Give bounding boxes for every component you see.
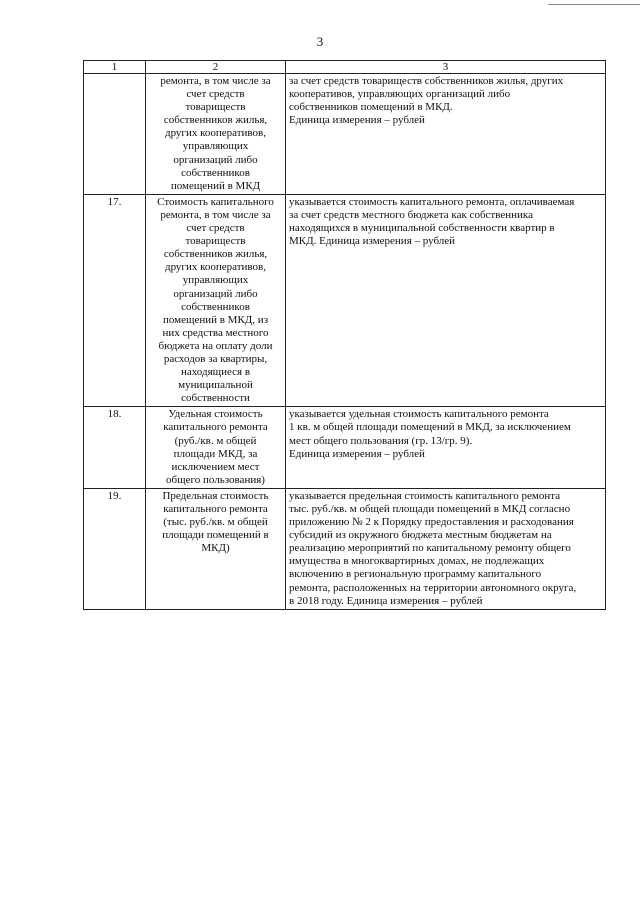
indicator-description-line: за счет средств местного бюджета как собственника	[289, 208, 533, 221]
indicator-name-line: находящиеся в	[180, 366, 251, 379]
indicator-name-line: других кооперативов,	[164, 261, 266, 274]
indicator-name-line: помещений в МКД	[170, 179, 261, 192]
indicator-description-line: МКД. Единица измерения – рублей	[289, 235, 456, 248]
row-number: 18.	[84, 407, 146, 489]
row-number: 19.	[84, 488, 146, 609]
indicator-name-line: общего пользования)	[166, 473, 265, 486]
indicator-name-line: собственников	[181, 166, 250, 179]
indicator-name-line: исключением мест	[171, 460, 260, 473]
indicator-name-line: помещений в МКД, из	[162, 313, 269, 326]
indicator-name-line: счет средств	[186, 88, 245, 101]
indicator-name-line: других кооперативов,	[164, 127, 266, 140]
indicator-description-cell	[286, 407, 606, 489]
table-row	[84, 407, 606, 489]
indicator-description-cell	[286, 74, 606, 195]
page-number: 3	[316, 34, 324, 49]
indicator-name-line: организаций либо	[173, 153, 258, 166]
indicator-description-line: 1 кв. м общей площади помещений в МКД, за исключением	[289, 421, 571, 434]
indicator-name-line: собственников	[181, 300, 250, 313]
indicator-name-line: товариществ	[185, 235, 246, 248]
indicator-description-line: имущества в многоквартирных домах, не подлежащих	[289, 555, 545, 568]
indicator-description-cell	[286, 194, 606, 407]
row-number	[84, 74, 146, 195]
header-col-2: 2	[146, 61, 286, 74]
indicator-description-line: Единица измерения – рублей	[289, 114, 425, 127]
indicator-description-line: кооперативов, управляющих организаций либо	[289, 88, 511, 101]
indicator-name-line: бюджета на оплату доли	[158, 339, 273, 352]
indicator-description-line: тыс. руб./кв. м общей площади помещений в МКД согласно	[289, 503, 571, 515]
indicator-description-cell	[286, 488, 606, 609]
indicator-description-line: Единица измерения – рублей	[289, 447, 425, 460]
indicator-name-line: ремонта, в том числе за	[160, 75, 271, 87]
indicator-name-line: организаций либо	[173, 287, 258, 300]
indicator-description-line: в 2018 году. Единица измерения – рублей	[289, 594, 483, 607]
indicator-description-line: ремонта, расположенных на территории автономного округа,	[289, 581, 577, 594]
indicator-name-line: товариществ	[185, 101, 246, 114]
indicator-name-line: муниципальной	[178, 379, 253, 392]
indicator-description-line: собственников помещений в МКД.	[289, 101, 453, 114]
indicator-name-line: управляющих	[182, 140, 249, 153]
indicator-name-line: площади МКД, за	[173, 447, 258, 460]
row-number: 17.	[84, 194, 146, 407]
indicator-description-line: указывается удельная стоимость капитального ремонта	[289, 408, 549, 421]
indicator-description-line: за счет средств товариществ собственников жилья, других	[289, 75, 564, 87]
indicator-name-line: управляющих	[182, 274, 249, 287]
indicator-name-line: собственников жилья,	[163, 248, 268, 261]
header-col-1: 1	[84, 61, 146, 74]
table-row	[84, 194, 606, 407]
header-col-3: 3	[286, 61, 606, 74]
indicator-name-line: ремонта, в том числе за	[160, 208, 271, 221]
indicator-description-line: указывается предельная стоимость капитального ремонта	[289, 489, 561, 502]
indicator-name-cell	[146, 488, 286, 609]
indicator-name-line: капитального ремонта	[163, 421, 268, 434]
indicator-name-line: капитального ремонта	[163, 503, 268, 515]
top-edge-rule	[548, 4, 640, 5]
table-row	[84, 488, 606, 609]
indicator-name-line: собственников жилья,	[163, 114, 268, 127]
indicator-name-line: (тыс. руб./кв. м общей	[163, 516, 268, 529]
table-row	[84, 74, 606, 195]
indicator-description-line: находящихся в муниципальной собственности квартир в	[289, 222, 555, 235]
indicator-description-line: указывается стоимость капитального ремонта, оплачиваемая	[289, 195, 575, 208]
indicator-name-line: МКД)	[201, 542, 230, 555]
indicator-name-line: собственности	[181, 392, 250, 405]
indicator-description-line: включению в региональную программу капитального	[289, 568, 542, 581]
indicator-name-cell	[146, 407, 286, 489]
indicator-description-line: приложению № 2 к Порядку предоставления и расходования	[289, 516, 574, 529]
indicator-name-line: Предельная стоимость	[162, 489, 269, 502]
indicator-name-line: них средства местного	[162, 326, 269, 339]
indicator-description-line: мест общего пользования (гр. 13/гр. 9).	[289, 434, 473, 447]
indicator-name-line: площади помещений в	[162, 529, 269, 542]
indicator-name-line: расходов за квартиры,	[163, 352, 268, 365]
indicator-name-cell	[146, 194, 286, 407]
indicator-name-line: счет средств	[186, 222, 245, 235]
table-header-row	[84, 61, 606, 74]
indicator-description-line: субсидий из окружного бюджета местным бюджетам на	[289, 529, 552, 542]
document-table	[83, 60, 606, 610]
indicator-description-line: реализацию мероприятий по капитальному ремонту общего	[289, 542, 571, 555]
indicator-name-line: Стоимость капитального	[157, 195, 274, 208]
indicator-name-line: (руб./кв. м общей	[174, 434, 257, 447]
indicator-name-cell	[146, 74, 286, 195]
indicator-name-line: Удельная стоимость	[168, 408, 263, 421]
